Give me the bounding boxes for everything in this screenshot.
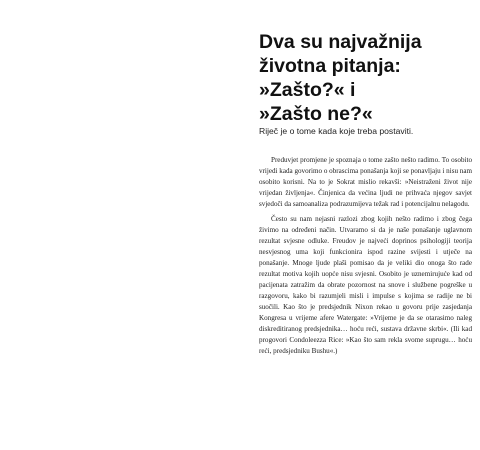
chapter-title [259,30,474,126]
chapter-title-line: »Zašto ne?« [259,103,373,125]
chapter-title-line: Dva su najvažnija [259,31,422,53]
chapter-title-line: »Zašto?« i [259,79,356,101]
chapter-title-line: životna pitanja: [259,55,401,77]
chapter-body [259,155,472,357]
body-paragraph: Preduvjet promjene je spoznaja o tome zašto nešto radimo. To osobito vrijedi kada govorimo o obrascima ponašanja koji se ponavljaju i nisu nam osobito korisni. Na to je Sokrat mislio rekavši: »Neistraženi život nije vrijedan življenja«. Činjenica da većina ljudi ne prihvaća njegov savjet svjedoči da samoanaliza podrazumijeva težak rad i potencijalnu nelagodu. [259,156,472,208]
chapter-subtitle: Riječ je o tome kada koje treba postaviti. [259,126,414,136]
body-paragraph: Često su nam nejasni razlozi zbog kojih nešto radimo i zbog čega živimo na određeni način. Utvaramo si da je naše ponašanje uglavnom rezultat svjesne odluke. Freudov je najveći doprinos psihologiji teorija nesvjesnog uma koji funkcionira ispod razine svijesti i utječe na ponašanje. Mnoge ljude plaši pomisao da je veliki dio onoga što rade rezultat motiva kojih uopće nisu svjesni. Osobito je uznemirujuće kad od pacijenata zatražim da obrate pozornost na snove i službene pogreške u razgovoru, kako bi razumjeli misli i impulse s kojima se radije ne bi suočili. Kao što je predsjednik Nixon rekao u govoru prije zasjedanja Kongresa u vrijeme afere Watergate: »Vrijeme je da se otarasimo naleg diskreditiranog predsjednika… hoću reći, sustava državne skrbi«. (Ili kad progovori Condoleezza Rice: »Kao što sam rekla svome suprugu… hoću reći, predsjedniku Bushu«.) [259,215,472,355]
